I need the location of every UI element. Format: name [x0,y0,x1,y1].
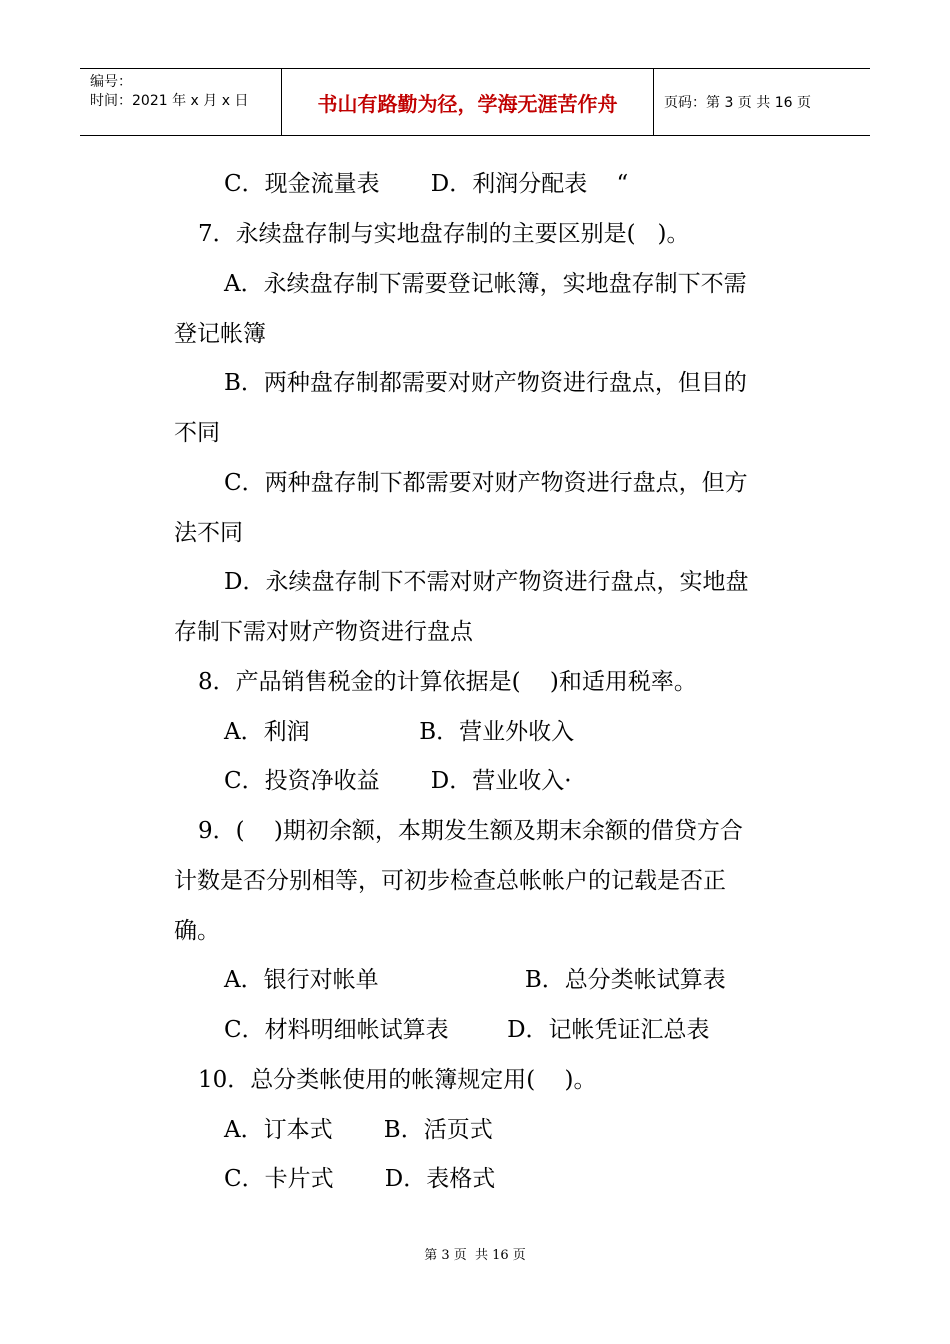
header-page-info: 页码：第 3 页 共 16 页 [664,95,811,111]
q10-stem: 10．总分类帐使用的帐簿规定用( )。 [198,1067,597,1093]
document-number-label: 编号： [90,74,132,90]
q7-stem: 7．永续盘存制与实地盘存制的主要区别是( )。 [198,221,690,247]
q8-stem: 8．产品销售税金的计算依据是( )和适用税率。 [198,669,697,695]
q9-options-ab: A．银行对帐单 B．总分类帐试算表 [224,967,726,993]
header-motto: 书山有路勤为径，学海无涯苦作舟 [282,69,654,135]
q8-options-ab: A．利润 B．营业外收入 [224,719,575,745]
q8-options-cd: C．投资净收益 D．营业收入· [224,768,572,794]
q7-option-b-cont: 不同 [174,420,220,446]
q7-option-c-cont: 法不同 [174,520,243,546]
q7-option-b: B．两种盘存制都需要对财产物资进行盘点，但目的 [224,370,747,396]
q10-options-cd: C．卡片式 D．表格式 [224,1166,496,1192]
q9-stem-end: 确。 [174,918,220,944]
q7-option-d: D．永续盘存制下不需对财产物资进行盘点，实地盘 [224,569,749,595]
q6-options-cd: C．现金流量表 D．利润分配表 “ [224,171,629,197]
page-footer: 第 3 页 共 16 页 [424,1248,526,1263]
q7-option-d-cont: 存制下需对财产物资进行盘点 [174,619,473,645]
q7-option-c: C．两种盘存制下都需要对财产物资进行盘点，但方 [224,470,748,496]
q7-option-a: A．永续盘存制下需要登记帐簿，实地盘存制下不需 [224,271,747,297]
q9-options-cd: C．材料明细帐试算表 D．记帐凭证汇总表 [224,1017,710,1043]
header-left-cell [80,69,282,135]
q9-stem: 9．( )期初余额，本期发生额及期末余额的借贷方合 [198,818,743,844]
document-date-label: 时间：2021 年 x 月 x 日 [90,93,249,109]
page-header [80,68,870,136]
q7-option-a-cont: 登记帐簿 [174,321,266,347]
q9-stem-cont: 计数是否分别相等，可初步检查总帐帐户的记载是否正 [174,868,726,894]
q10-options-ab: A．订本式 B．活页式 [224,1117,493,1143]
